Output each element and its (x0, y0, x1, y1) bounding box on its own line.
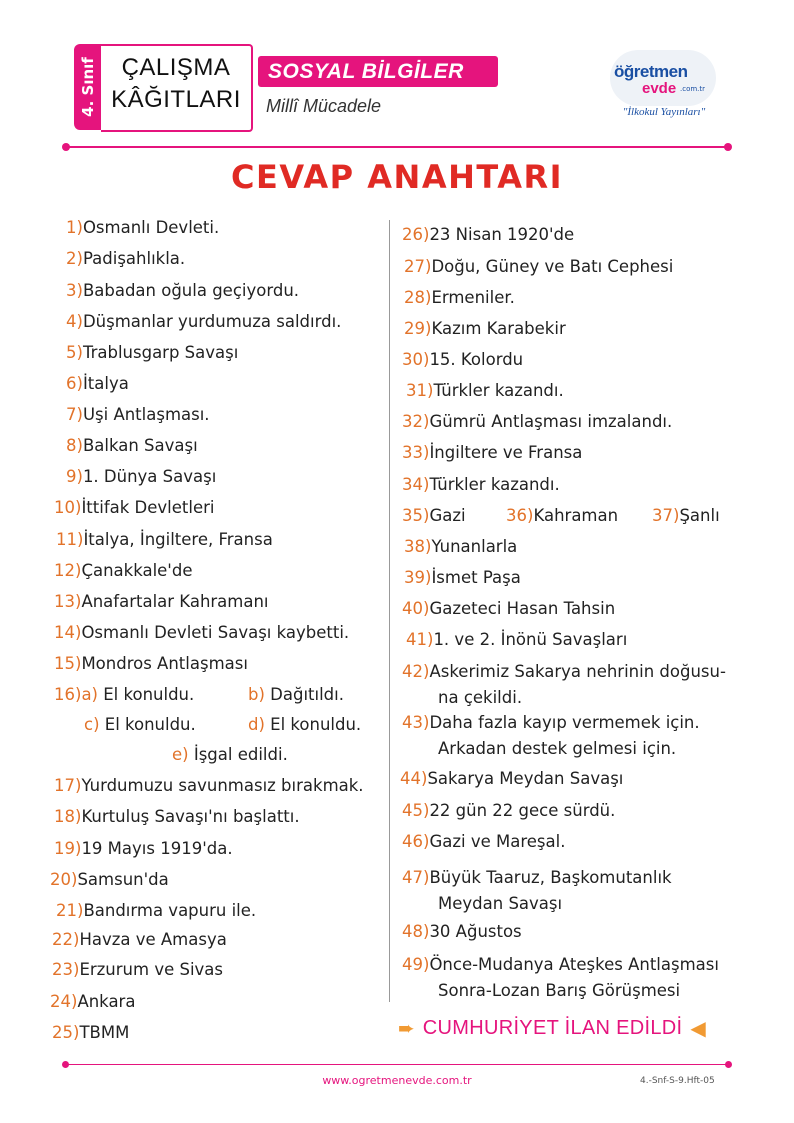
publisher-logo[interactable] (604, 44, 724, 130)
answer-number: 13) (54, 592, 82, 611)
answer-item (66, 280, 299, 302)
final-statement (398, 1016, 706, 1046)
answer-text: Düşmanlar yurdumuza saldırdı. (82, 312, 342, 331)
grade-label: 4. Sınıf (79, 57, 97, 117)
answer-item (54, 497, 214, 519)
answer-text: Yunanlarla (431, 537, 518, 556)
answer-item (66, 311, 341, 333)
answer-number: 14) (54, 623, 82, 642)
answer-text: İtalya (82, 374, 129, 393)
sub-answer-text: El konuldu. (104, 715, 196, 734)
answer-number: 37) (652, 506, 680, 525)
answer-item (54, 591, 269, 613)
topic-label: Millî Mücadele (266, 96, 382, 116)
answer-text: Türkler kazandı. (429, 475, 560, 494)
footer-document-code: 4.-Snf-S-9.Hft-05 (640, 1076, 715, 1086)
answer-number: 15) (54, 654, 82, 673)
answer-item (54, 684, 194, 706)
answer-text: Önce-Mudanya Ateşkes Antlaşması (429, 955, 719, 974)
answer-number: 32) (402, 412, 430, 431)
answer-item (50, 991, 135, 1013)
answer-number: 36) (506, 506, 534, 525)
answer-number: 24) (50, 992, 78, 1011)
answer-text: Doğu, Güney ve Batı Cephesi (431, 257, 674, 276)
final-statement-text: CUMHURİYET İLAN EDİLDİ (422, 1016, 683, 1039)
answer-item (402, 800, 615, 822)
logo-tagline: "İlkokul Yayınları" (622, 106, 706, 118)
answer-text: Erzurum ve Sivas (79, 960, 224, 979)
answer-text: 30 Ağustos (429, 922, 522, 941)
answer-number: 27) (404, 257, 432, 276)
answer-item (404, 567, 521, 589)
answer-item (652, 505, 720, 527)
answer-text: Yurdumuzu savunmasız bırakmak. (81, 776, 364, 795)
worksheet-title-box (101, 44, 253, 132)
answer-number: 28) (404, 288, 432, 307)
answer-number: 31) (406, 381, 434, 400)
answer-text: Gümrü Antlaşması imzalandı. (429, 412, 673, 431)
answer-item (54, 653, 248, 675)
answer-item (172, 744, 288, 766)
answer-item (402, 505, 466, 527)
sub-answer-label: d) (248, 715, 265, 734)
header-divider (66, 146, 728, 148)
answer-text: 23 Nisan 1920'de (429, 225, 575, 244)
answer-text: İttifak Devletleri (81, 498, 215, 517)
answer-text: Sakarya Meydan Savaşı (427, 769, 624, 788)
sub-answer-label: a) (81, 685, 98, 704)
answer-text: Balkan Savaşı (82, 436, 198, 455)
answer-item (248, 684, 344, 706)
answer-number: 5) (66, 343, 83, 362)
logo-main-text: öğretmen (614, 62, 688, 81)
answer-item (66, 466, 216, 488)
answer-text: Çanakkale'de (81, 561, 193, 580)
answer-item (66, 217, 219, 239)
answer-text: Gazeteci Hasan Tahsin (429, 599, 616, 618)
answer-text: 15. Kolordu (429, 350, 524, 369)
answer-text: Ermeniler. (431, 288, 515, 307)
answer-number: 35) (402, 506, 430, 525)
sub-answer-text: Dağıtıldı. (270, 685, 344, 704)
answer-item (406, 380, 564, 402)
answer-item (402, 442, 582, 464)
worksheet-title-line1: ÇALIŞMA (121, 54, 231, 81)
answer-number: 43) (402, 713, 430, 732)
answer-text: Meydan Savaşı (438, 894, 563, 913)
answer-item (54, 838, 233, 860)
answer-item (404, 287, 515, 309)
answer-number: 1) (66, 218, 83, 237)
answer-item (402, 831, 565, 853)
answer-text: Osmanlı Devleti Savaşı kaybetti. (81, 623, 350, 642)
sub-answer-text: El konuldu. (103, 685, 195, 704)
footer-divider (66, 1064, 728, 1065)
answer-number: 41) (406, 630, 434, 649)
answer-number: 10) (54, 498, 82, 517)
answer-text: İtalya, İngiltere, Fransa (83, 530, 273, 549)
answer-item (66, 248, 185, 270)
answer-item (402, 349, 523, 371)
answer-item (54, 806, 300, 828)
answer-number: 42) (402, 662, 430, 681)
answer-item (402, 661, 726, 683)
subject-banner: SOSYAL BİLGİLER (258, 56, 498, 87)
answer-item (506, 505, 618, 527)
answer-text: Bandırma vapuru ile. (83, 901, 257, 920)
answer-number: 30) (402, 350, 430, 369)
answer-item (406, 629, 627, 651)
answer-number: 34) (402, 475, 430, 494)
answer-text: Havza ve Amasya (79, 930, 227, 949)
answer-item (66, 373, 129, 395)
answer-item (52, 959, 223, 981)
arrow-left-icon: ◀ (690, 1016, 706, 1040)
answer-number: 16) (54, 685, 82, 704)
sub-answer-text: El konuldu. (270, 715, 362, 734)
footer-website-link[interactable]: www.ogretmenevde.com.tr (322, 1074, 472, 1087)
answer-text: Kahraman (533, 506, 619, 525)
answer-item (402, 921, 522, 943)
answer-text: Kurtuluş Savaşı'nı başlattı. (81, 807, 300, 826)
answer-number: 46) (402, 832, 430, 851)
answer-number: 7) (66, 405, 83, 424)
answer-number: 6) (66, 374, 83, 393)
answer-item (52, 1022, 129, 1044)
answer-item (54, 622, 349, 644)
answer-text: Askerimiz Sakarya nehrinin doğusu- (429, 662, 726, 681)
answer-number: 4) (66, 312, 83, 331)
answer-text: Şanlı (679, 506, 720, 525)
answer-number: 40) (402, 599, 430, 618)
answer-item (56, 900, 256, 922)
answer-number: 2) (66, 249, 83, 268)
answer-text: Ankara (77, 992, 136, 1011)
answer-number: 9) (66, 467, 83, 486)
answer-text: Samsun'da (77, 870, 169, 889)
answer-text: 19 Mayıs 1919'da. (81, 839, 233, 858)
answer-number: 44) (400, 769, 428, 788)
answer-item (50, 869, 169, 891)
answer-number: 47) (402, 868, 430, 887)
answer-text: Gazi ve Mareşal. (429, 832, 566, 851)
answer-number: 26) (402, 225, 430, 244)
answer-number: 38) (404, 537, 432, 556)
grade-tab (74, 44, 102, 130)
answer-number: 18) (54, 807, 82, 826)
answer-number: 19) (54, 839, 82, 858)
arrow-right-icon: ➨ (398, 1016, 415, 1040)
answer-item (56, 529, 273, 551)
answer-number: 49) (402, 955, 430, 974)
answer-number: 8) (66, 436, 83, 455)
answer-item (66, 342, 238, 364)
answer-text: Daha fazla kayıp vermemek için. (429, 713, 700, 732)
answer-text: Osmanlı Devleti. (82, 218, 220, 237)
sub-answer-text: İşgal edildi. (193, 745, 288, 764)
answer-item (402, 474, 560, 496)
answer-text: Trablusgarp Savaşı (82, 343, 239, 362)
answer-number: 22) (52, 930, 80, 949)
answer-text: 1. Dünya Savaşı (82, 467, 217, 486)
answer-item (402, 712, 700, 734)
page-title: CEVAP ANAHTARI (230, 158, 564, 196)
answer-text: 1. ve 2. İnönü Savaşları (433, 630, 628, 649)
answer-number: 23) (52, 960, 80, 979)
logo-domain-text: .com.tr (680, 85, 706, 93)
answer-number: 3) (66, 281, 83, 300)
sub-answer-label: b) (248, 685, 265, 704)
answer-item (402, 598, 615, 620)
answer-item (404, 318, 566, 340)
answer-text: Padişahlıkla. (82, 249, 186, 268)
answer-item (84, 714, 196, 736)
answer-number: 11) (56, 530, 84, 549)
answer-text: Kazım Karabekir (431, 319, 566, 338)
answer-text: Mondros Antlaşması (81, 654, 248, 673)
answer-number: 17) (54, 776, 82, 795)
answer-number: 45) (402, 801, 430, 820)
answer-text: Anafartalar Kahramanı (81, 592, 269, 611)
answer-item (402, 411, 672, 433)
answer-text: TBMM (79, 1023, 130, 1042)
answer-number: 20) (50, 870, 78, 889)
answer-text: na çekildi. (438, 688, 523, 707)
logo-sub-text: evde (642, 80, 677, 97)
answer-item (400, 768, 623, 790)
answer-item (66, 404, 210, 426)
answer-item-continuation (438, 738, 676, 760)
answer-item (66, 435, 198, 457)
answer-number: 21) (56, 901, 84, 920)
answer-text: Arkadan destek gelmesi için. (438, 739, 677, 758)
column-divider (389, 220, 390, 1002)
answer-item (52, 929, 227, 951)
worksheet-title-line2: KÂĞITLARI (111, 86, 241, 113)
answer-number: 48) (402, 922, 430, 941)
answer-text: İsmet Paşa (431, 568, 521, 587)
answer-item (54, 560, 192, 582)
answer-item (404, 536, 517, 558)
answer-item-continuation (438, 687, 522, 709)
answer-text: Sonra-Lozan Barış Görüşmesi (438, 981, 681, 1000)
answer-item (54, 775, 364, 797)
answer-item (402, 954, 719, 976)
answer-item (402, 867, 672, 889)
answer-number: 39) (404, 568, 432, 587)
answer-text: Uşi Antlaşması. (82, 405, 210, 424)
answer-text: 22 gün 22 gece sürdü. (429, 801, 616, 820)
answer-text: İngiltere ve Fransa (429, 443, 583, 462)
answer-number: 33) (402, 443, 430, 462)
answer-number: 25) (52, 1023, 80, 1042)
answer-item-continuation (438, 980, 680, 1002)
answer-number: 29) (404, 319, 432, 338)
answer-item (402, 224, 574, 246)
answer-text: Türkler kazandı. (433, 381, 564, 400)
answer-text: Babadan oğula geçiyordu. (82, 281, 300, 300)
answer-item (248, 714, 361, 736)
answer-item (404, 256, 673, 278)
answer-text: Gazi (429, 506, 466, 525)
answer-item-continuation (438, 893, 562, 915)
answer-text: Büyük Taaruz, Başkomutanlık (429, 868, 672, 887)
answer-number: 12) (54, 561, 82, 580)
sub-answer-label: c) (84, 715, 100, 734)
sub-answer-label: e) (172, 745, 189, 764)
